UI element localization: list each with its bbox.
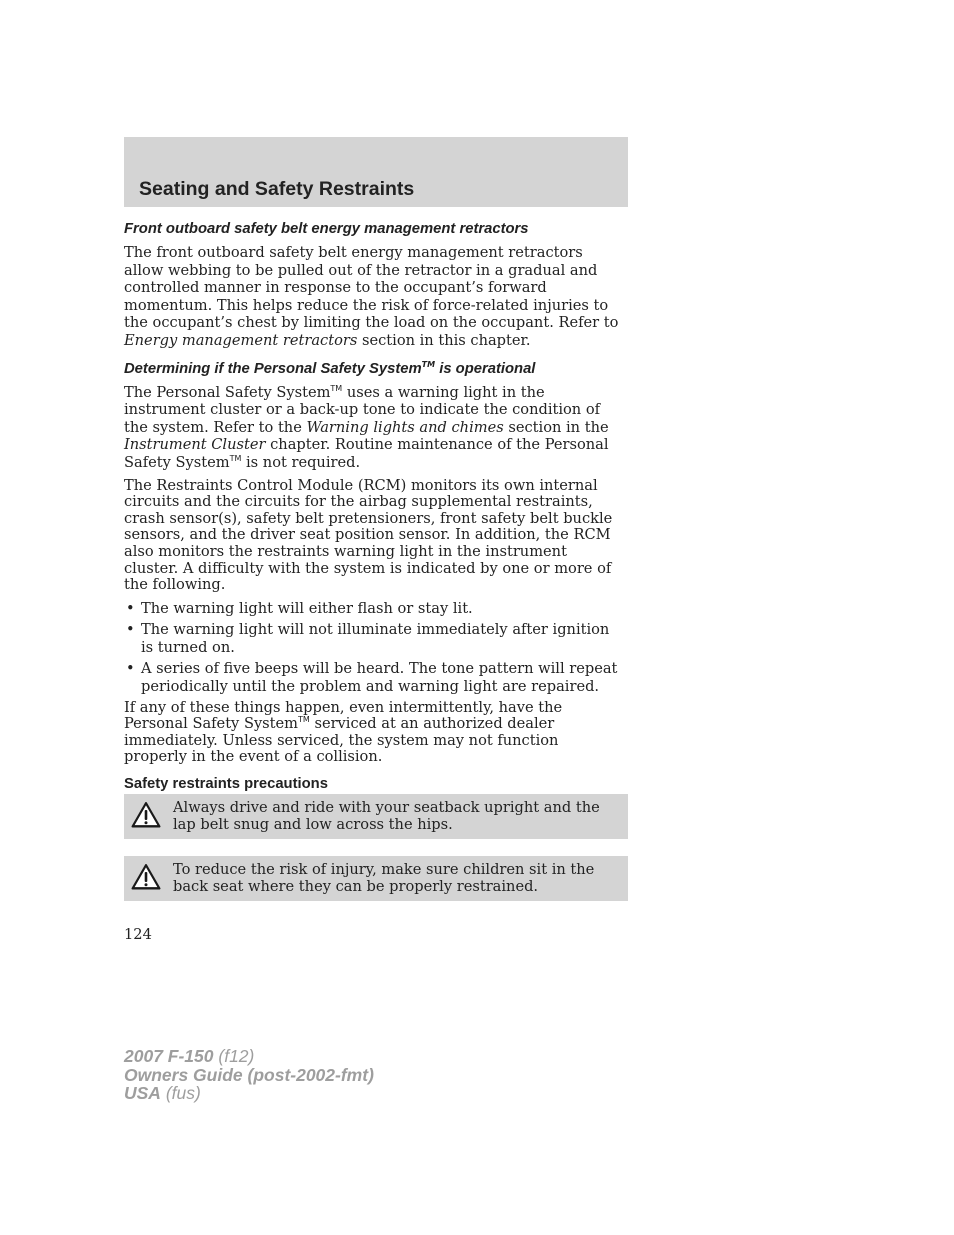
list-item: • A series of five beeps will be heard. The tone pattern will repeat periodically until the problem and warning light are repaired. <box>126 660 618 696</box>
footer-line-model: 2007 F-150 (f12) <box>124 1046 255 1066</box>
document-footer <box>124 1047 374 1103</box>
energy-management-reference: Energy management retractors <box>124 331 358 349</box>
precautions-heading: Safety restraints precautions <box>124 776 328 793</box>
warning-text: Always drive and ride with your seatback upright and the lap belt snug and low across the hips. <box>173 799 600 833</box>
retractors-paragraph: The front outboard safety belt energy management retractors allow webbing to be pulled out of the retractor in a gradual and controlled manner in response to the occupant’s forward momentum. This helps reduce the risk of force-related injuries to the occupant’s chest by limiting the load on the occupant. Refer to Energy management retractors section in this chapter. <box>124 244 619 349</box>
retractors-heading: Front outboard safety belt energy management retractors <box>124 221 529 237</box>
warning-box-seatback <box>124 794 628 839</box>
trademark-mark: TM <box>330 383 343 393</box>
section-header-band <box>124 137 628 207</box>
page-number: 124 <box>124 926 152 943</box>
instrument-cluster-reference: Instrument Cluster <box>124 436 266 454</box>
list-item: • The warning light will not illuminate immediately after ignition is turned on. <box>126 621 610 656</box>
section-title: Seating and Safety Restraints <box>139 178 415 200</box>
bullet-icon: • <box>126 599 135 617</box>
warning-box-children <box>124 856 628 901</box>
list-item: • The warning light will either flash or stay lit. <box>126 599 473 617</box>
footer-line-guide: Owners Guide (post-2002-fmt) <box>124 1064 374 1085</box>
pss-paragraph-2: The Restraints Control Module (RCM) monitors its own internal circuits and the circuits for the airbag supplemental restraints, crash sensor(s), safety belt pretensioners, front safety belt buckle sensors, and the driver seat position sensor. In addition, the RCM also monitors the restraints warning light in the instrument cluster. A difficulty with the system is indicated by one or more of the following. <box>124 476 613 594</box>
footer-line-region: USA (fus) <box>124 1083 201 1103</box>
main-content <box>124 220 624 801</box>
bullet-icon: • <box>126 621 135 639</box>
warning-lights-reference: Warning lights and chimes <box>306 418 504 436</box>
trademark-mark: TM <box>229 453 242 463</box>
warning-text: To reduce the risk of injury, make sure children sit in the back seat where they can be properly restrained. <box>173 861 595 895</box>
warning-triangle-icon <box>131 801 161 828</box>
pss-heading: Determining if the Personal Safety System™ is operational <box>124 359 536 377</box>
warning-triangle-icon <box>131 863 161 890</box>
bullet-icon: • <box>126 660 135 678</box>
pss-paragraph-1: The Personal Safety System™ uses a warning light in the instrument cluster or a back-up tone to indicate the condition of the system. Refer to the Warning lights and chimes section in the Instrument Cluster chapter. Routine maintenance of the Personal Safety System™ is not required. <box>124 383 609 471</box>
indicator-list <box>124 600 624 696</box>
trademark-mark: TM <box>421 359 436 369</box>
trademark-mark: TM <box>298 715 310 725</box>
pss-paragraph-3: If any of these things happen, even intermittently, have the Personal Safety System™ serviced at an authorized dealer immediately. Unless serviced, the system may not function properly in the event of a collision. <box>124 698 563 766</box>
